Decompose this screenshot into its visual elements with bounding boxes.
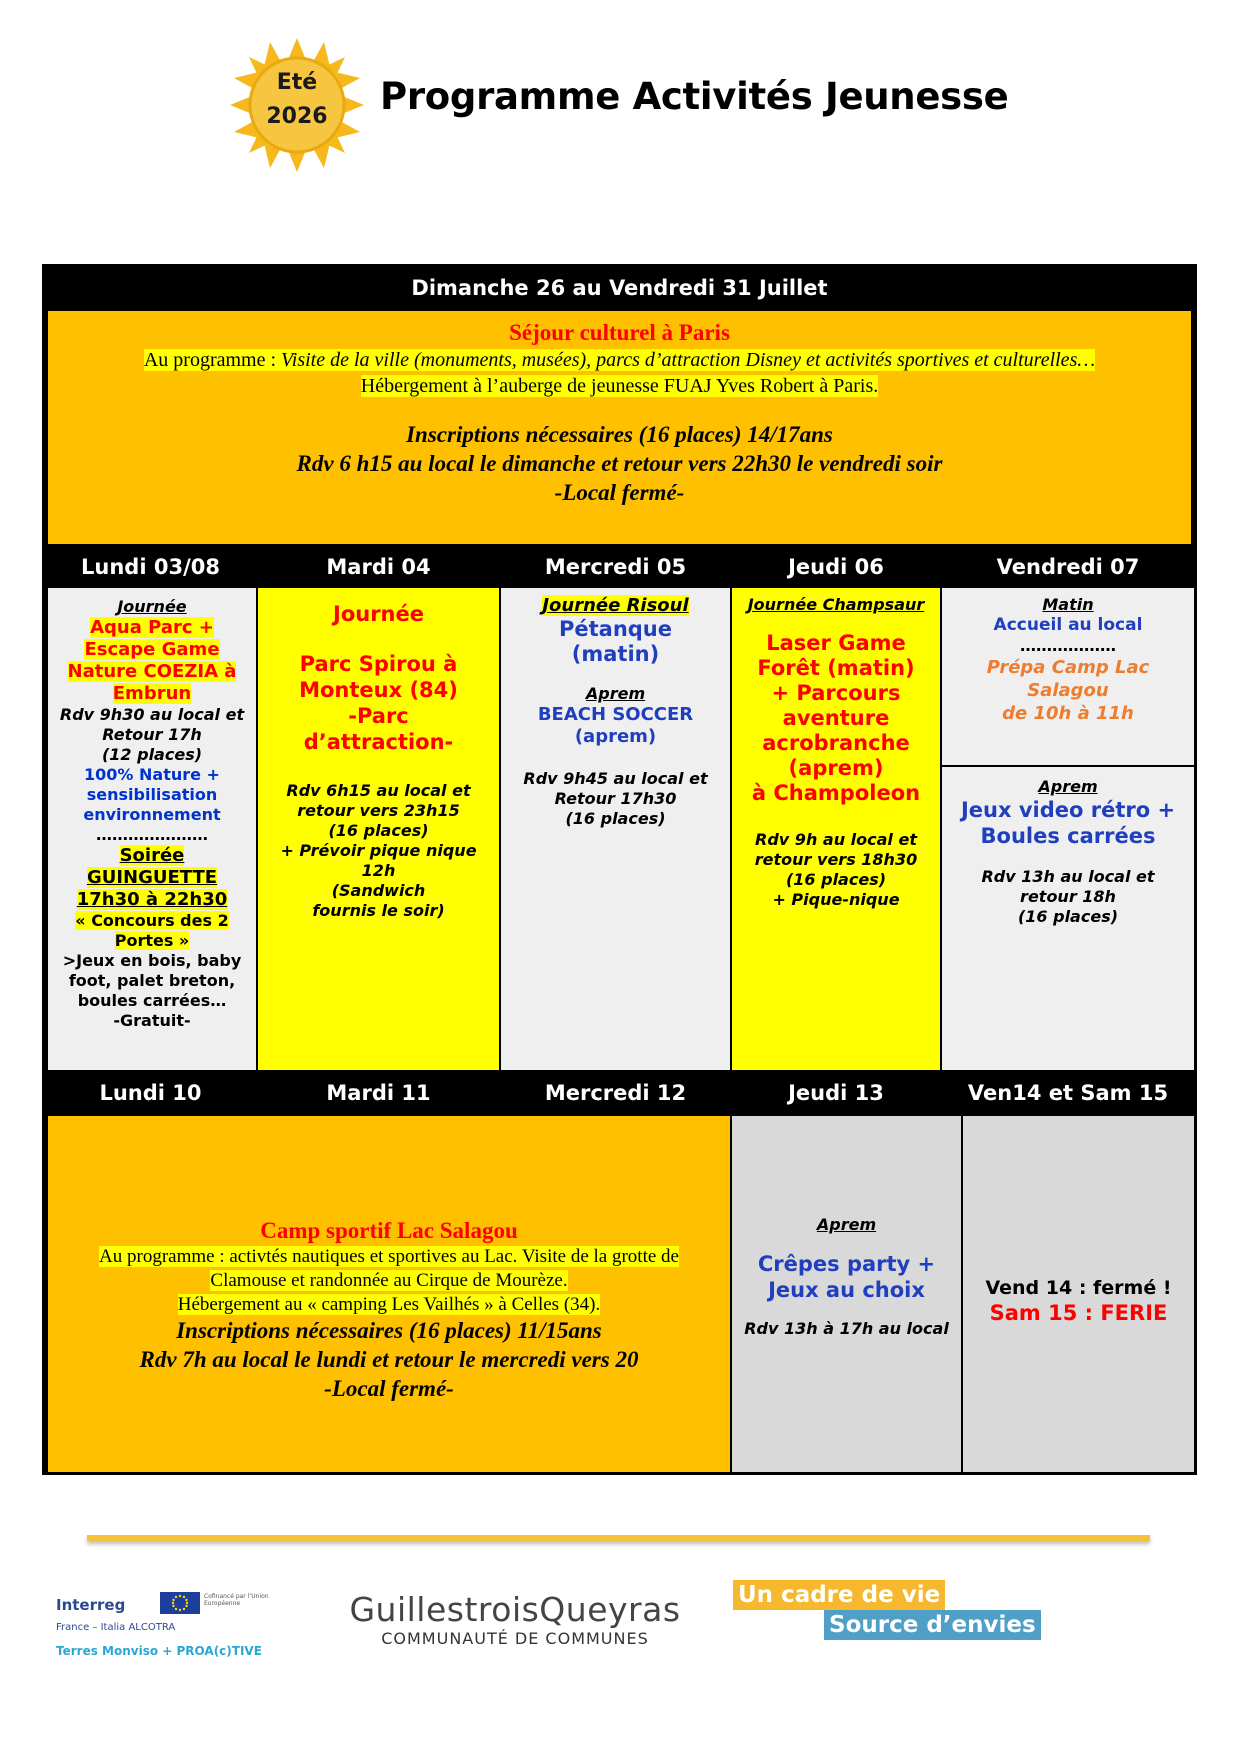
day-header-fri-sat: Ven14 et Sam 15 [942,1072,1194,1114]
day-header-wednesday: Mercredi 05 [501,547,730,586]
fri-sat-activity: Vend 14 : fermé ! Sam 15 : FERIE [963,1116,1194,1472]
day-header-wednesday-12: Mercredi 12 [501,1072,730,1114]
day-header-friday: Vendredi 07 [942,547,1194,586]
eu-flag-icon [160,1592,200,1614]
week1-rdv: Rdv 6 h15 au local le dimanche et retour vers 22h30 le vendredi soir [296,451,943,476]
week1-registration: Inscriptions nécessaires (16 places) 14/17ans [406,422,833,447]
wednesday-activity: Journée Risoul Pétanque (matin) Aprem BEACH SOCCER (aprem) Rdv 9h45 au local et Retour 17h30 (16 places) [501,588,730,1070]
sun-badge [228,36,366,174]
week1-lodging: Hébergement à l’auberge de jeunesse FUAJ Yves Robert à Paris. [360,375,879,397]
week1-program: Au programme : Visite de la ville (monuments, musées), parcs d’attraction Disney et activités sportives et culturelles… [143,349,1096,371]
day-header-tuesday-11: Mardi 11 [258,1072,499,1114]
friday-morning-activity: Matin Accueil au local ……………… Prépa Camp Lac Salagou de 10h à 11h [942,588,1194,765]
monday-activity: Journée Aqua Parc + Escape Game Nature COEZIA à Embrun Rdv 9h30 au local et Retour 17h (12 places) 100% Nature + sensibilisation environnement ………………… Soirée GUINGUETTE 17h30 à 22h30 « Concours des 2 Portes » >Jeux en bois, baby foot, palet breton, boules carrées… -Gratuit- [48,588,256,1070]
badge-year: 2026 [266,104,328,129]
camp-title: Camp sportif Lac Salagou [260,1218,518,1243]
badge-season: Eté [276,70,318,95]
day-header-tuesday: Mardi 04 [258,547,499,586]
week1-title: Séjour culturel à Paris [509,320,730,345]
thursday-activity: Journée Champsaur Laser Game Forêt (matin) + Parcours aventure acrobranche (aprem) à Champoleon Rdv 9h au local et retour vers 18h30 (16 places) + Pique-nique [732,588,940,1070]
activity-table [42,264,1197,1475]
week1-header: Dimanche 26 au Vendredi 31 Juillet [45,267,1194,309]
week1-closed: -Local fermé- [554,480,685,505]
day-header-monday: Lundi 03/08 [45,547,256,586]
friday-afternoon-activity: Aprem Jeux video rétro + Boules carrées Rdv 13h au local et retour 18h (16 places) [942,767,1194,1070]
footer-divider [87,1535,1150,1541]
week1-paris-trip [48,311,1191,544]
day-header-thursday-13: Jeudi 13 [732,1072,940,1114]
day-header-monday-10: Lundi 10 [45,1072,256,1114]
page-title: Programme Activités Jeunesse [380,75,1009,118]
slogan-logo: Un cadre de vie Source d’envies [733,1580,1053,1656]
camp-salagou: Camp sportif Lac Salagou Au programme : activtés nautiques et sportives au Lac. Visite de la grotte de Clamouse et randonnée au Cirque de Mourèze. Hébergement au « camping Les Vailhés » à Celles (34). Inscriptions nécessaires (16 places) 11/15ans Rdv 7h au local le lundi et retour le mercredi vers 20 -Local fermé- [48,1116,730,1472]
tuesday-activity: Journée Parc Spirou à Monteux (84) -Parc d’attraction- Rdv 6h15 au local et retour vers 23h15 (16 places) + Prévoir pique nique 12h (Sandwich fournis le soir) [258,588,499,1070]
guillestrois-queyras-logo: GuillestroisQueyras COMMUNAUTÉ DE COMMUNES [349,1590,681,1648]
interreg-logo: Interreg Cofinancé par l’Union Européenne France – Italia ALCOTRA Terres Monviso + PROA(c)TIVE [56,1593,269,1658]
day-header-thursday: Jeudi 06 [732,547,940,586]
thursday-13-activity: Aprem Crêpes party + Jeux au choix Rdv 13h à 17h au local [732,1116,961,1472]
